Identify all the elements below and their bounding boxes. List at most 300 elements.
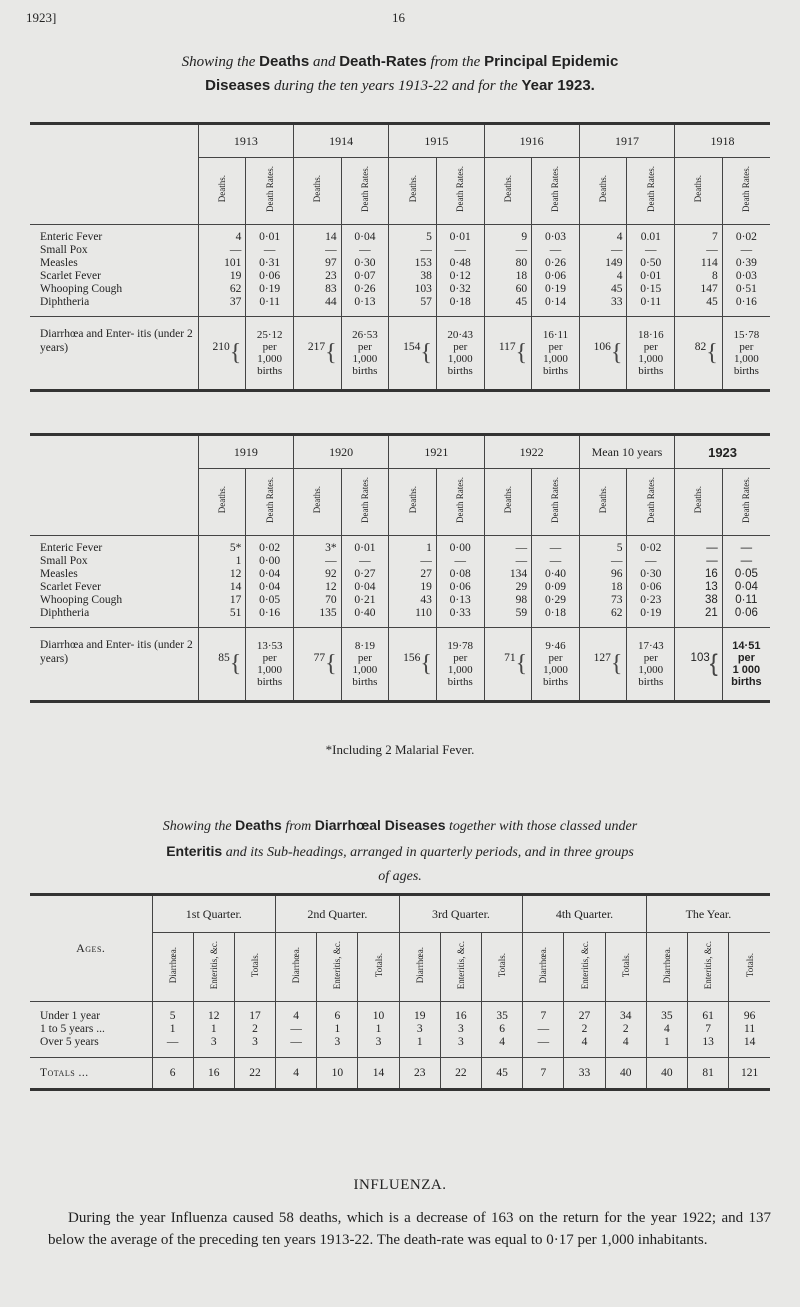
data-cell: 19 [389,581,437,594]
data-cell: 0·00 [246,555,294,568]
diarrhoea-rate [722,317,770,391]
data-cell: 3 [358,1036,399,1049]
rate-births: births [638,365,664,377]
data-cell: 3* [293,542,341,555]
disease-row [30,594,770,607]
total-cell: 40 [605,1058,646,1090]
data-cell: 0·07 [341,270,389,283]
rate-value: 19·78 [447,640,474,652]
diarrhoea-rate [246,317,294,391]
total-cell: 14 [358,1058,399,1090]
data-cell: 14 [293,231,341,244]
corner-cell [30,469,198,536]
table1-title: Showing the Deaths and Death-Rates from the Principal Epidemic Diseases during the ten years 1913-22 and for the Year 1923. [181,53,619,94]
brace-icon: { [709,650,718,677]
data-cell: 0·18 [532,607,580,620]
subcol-header: Totals. [729,933,770,1002]
data-cell: 98 [484,594,532,607]
quarter-header-row [30,895,770,933]
data-cell: 35 [646,1010,687,1023]
diarrhoea-deaths: 127 { [579,628,627,702]
data-cell: 21 [675,607,723,620]
subcol-header: Diarrhœa. [523,933,564,1002]
subheader-row [30,469,770,536]
data-cell: 80 [484,257,532,270]
subcol-header: Enteritis, &c. [317,933,358,1002]
deaths-subheader: Deaths. [293,158,341,225]
data-cell: 0·19 [532,283,580,296]
brace-icon: { [610,651,623,677]
disease-row [30,607,770,620]
rates-subheader: Death Rates. [341,469,389,536]
data-cell: 3 [234,1036,275,1049]
data-cell: — [722,555,770,568]
rate-thousand: 1,000 [733,353,759,365]
rate-per: per [643,341,658,353]
data-cell: 0·13 [341,296,389,309]
diarrhoea-quarterly-table [30,893,770,1091]
data-cell: 59 [484,607,532,620]
deaths-subheader: Deaths. [675,469,723,536]
data-cell: — [532,555,580,568]
data-cell: 6 [482,1023,523,1036]
data-cell: 6 [317,1010,358,1023]
brace-icon: { [229,340,242,366]
data-cell: 0·00 [436,542,484,555]
subcol-header: Totals. [482,933,523,1002]
data-cell: 2 [564,1023,605,1036]
diarrhoea-deaths: 85 { [198,628,246,702]
data-cell: 110 [389,607,437,620]
data-cell: 101 [198,257,246,270]
data-cell: 0·23 [627,594,675,607]
data-cell: 0·40 [532,568,580,581]
data-cell: 134 [484,568,532,581]
data-cell: 4 [276,1010,317,1023]
subcol-header: Diarrhœa. [152,933,193,1002]
data-cell: 45 [484,296,532,309]
rate-thousand: 1,000 [257,664,283,676]
data-cell: 33 [579,296,627,309]
rate-births: births [638,676,664,688]
disease-row [30,296,770,309]
data-cell: 16 [440,1010,481,1023]
rates-subheader: Death Rates. [246,158,294,225]
diarrhoea-rate [722,628,770,702]
data-cell: 0·29 [532,594,580,607]
age-row [30,1010,770,1023]
data-cell: 70 [293,594,341,607]
data-cell: — [436,244,484,257]
data-cell: 0·32 [436,283,484,296]
data-cell: 3 [440,1036,481,1049]
data-cell: 38 [675,594,723,607]
diarrhoea-deaths: 154 { [389,317,437,391]
year-header: 1916 [484,124,579,158]
data-cell: 135 [293,607,341,620]
total-cell: 81 [687,1058,728,1090]
data-cell: 1 [317,1023,358,1036]
data-cell: — [579,555,627,568]
data-cell: 0·06 [532,270,580,283]
data-cell: 17 [198,594,246,607]
data-cell: 5* [198,542,246,555]
data-cell: 44 [293,296,341,309]
brace-icon: { [325,340,337,366]
page-number: 16 [392,10,405,25]
data-cell: 0·26 [532,257,580,270]
data-cell: 5 [389,231,437,244]
data-cell: 103 [389,283,437,296]
rate-births: births [447,676,473,688]
deaths-subheader: Deaths. [484,158,532,225]
disease-label: Scarlet Fever [40,270,101,282]
deaths-subheader: Deaths. [579,158,627,225]
data-cell: 4 [198,231,246,244]
data-cell: 0·19 [246,283,294,296]
brace-icon: { [420,340,432,366]
total-cell: 23 [399,1058,440,1090]
data-cell: 0·09 [532,581,580,594]
data-cell: — [293,555,341,568]
data-cell: 0·06 [246,270,294,283]
disease-label: Measles [40,257,78,269]
diarrhoea-deaths: 77 { [293,628,341,702]
year-header: 1923 [675,435,770,469]
data-cell: 3 [317,1036,358,1049]
subcol-header: Enteritis, &c. [193,933,234,1002]
deaths-subheader: Deaths. [389,469,437,536]
total-cell: 40 [646,1058,687,1090]
data-cell: 4 [579,231,627,244]
data-cell: 0·05 [722,568,770,581]
data-cell: — [627,555,675,568]
disease-label: Enteric Fever [40,231,103,243]
data-cell: 0·13 [436,594,484,607]
data-cell: 13 [675,581,723,594]
totals-label: Totals ... [30,1058,152,1090]
data-cell: 0·14 [532,296,580,309]
subcol-header: Enteritis, &c. [687,933,728,1002]
data-cell: 0·01 [436,231,484,244]
data-cell: 17 [234,1010,275,1023]
data-cell: — [198,244,246,257]
rate-births: births [447,365,473,377]
data-cell: 0·05 [246,594,294,607]
data-cell: — [389,244,437,257]
total-cell: 45 [482,1058,523,1090]
year-header: 1914 [293,124,388,158]
diarrhoea-deaths: 103 { [675,628,723,702]
deaths-subheader: Deaths. [198,469,246,536]
rates-subheader: Death Rates. [436,469,484,536]
data-cell: — [523,1023,564,1036]
diarrhoea-rate [246,628,294,702]
data-cell: 0·27 [341,568,389,581]
data-cell: 7 [687,1023,728,1036]
disease-row [30,257,770,270]
data-cell: 14 [198,581,246,594]
total-cell: 121 [729,1058,770,1090]
year-header: 1918 [675,124,770,158]
rate-thousand: 1,000 [352,664,378,676]
diarrhoea-rate [436,628,484,702]
data-cell: 149 [579,257,627,270]
deaths-subheader: Deaths. [675,158,723,225]
rate-per: per [262,652,277,664]
disease-row [30,244,770,257]
data-cell: — [627,244,675,257]
data-cell: 23 [293,270,341,283]
rate-per: per [262,341,277,353]
data-cell: 0·11 [722,594,770,607]
data-cell: — [293,244,341,257]
total-cell: 16 [193,1058,234,1090]
diarrhoea-deaths: 71 { [484,628,532,702]
data-cell: 1 [198,555,246,568]
data-cell: 10 [358,1010,399,1023]
rate-thousand: 1,000 [638,664,664,676]
rate-per: per [548,341,563,353]
rate-per: per [453,341,468,353]
data-cell: 62 [579,607,627,620]
data-cell: 0·33 [436,607,484,620]
disease-label: Measles [40,568,78,580]
data-cell: 14 [729,1036,770,1049]
data-cell: — [722,542,770,555]
rate-per: per [739,341,754,353]
rate-per: per [357,652,372,664]
data-cell: 19 [399,1010,440,1023]
data-cell: 0·03 [722,270,770,283]
data-cell: 96 [729,1010,770,1023]
epidemic-table-1919-1923 [30,433,770,703]
data-cell: 13 [687,1036,728,1049]
rate-births: births [542,365,569,377]
rate-value: 20·43 [447,329,474,341]
rate-value: 16·11 [542,329,569,341]
rate-value: 17·43 [637,640,664,652]
data-cell: 0·19 [627,607,675,620]
data-cell: 1 [646,1036,687,1049]
year-header: 1917 [579,124,674,158]
data-cell: — [246,244,294,257]
page-header [20,10,780,30]
subcol-header: Enteritis, &c. [564,933,605,1002]
brace-icon: { [325,651,337,677]
data-cell: 97 [293,257,341,270]
data-cell: — [675,555,723,568]
subcol-header: Diarrhœa. [276,933,317,1002]
corner-cell [30,124,198,158]
data-cell: — [532,542,580,555]
data-cell: 0·30 [341,257,389,270]
data-cell: 18 [579,581,627,594]
diarrhoea-rate [341,628,389,702]
data-cell: 61 [687,1010,728,1023]
data-cell: 0·26 [341,283,389,296]
diarrhoea-label: Diarrhœa and Enter- itis (under 2 years) [30,628,198,702]
header-year: 1923] [26,10,57,25]
data-cell: 0·02 [627,542,675,555]
data-cell: — [675,542,723,555]
rates-subheader: Death Rates. [627,469,675,536]
rate-value: 18·16 [637,329,664,341]
data-cell: 5 [152,1010,193,1023]
rate-thousand: 1 000 [732,664,761,676]
data-cell: 7 [523,1010,564,1023]
epidemic-table-1913-1918 [30,122,770,392]
rate-thousand: 1,000 [543,664,568,676]
data-cell: 153 [389,257,437,270]
rates-subheader: Death Rates. [532,158,580,225]
data-cell: 0·02 [246,542,294,555]
total-cell: 22 [440,1058,481,1090]
subcol-header: Diarrhœa. [646,933,687,1002]
rate-value: 9·46 [545,640,566,652]
diarrhoea-row [30,628,770,702]
quarter-header: 3rd Quarter. [399,895,523,933]
rate-thousand: 1,000 [447,664,473,676]
rate-per: per [357,341,372,353]
rate-value: 26·53 [352,329,378,341]
rates-subheader: Death Rates. [722,158,770,225]
data-cell: 0·04 [722,581,770,594]
data-cell: 11 [729,1023,770,1036]
diarrhoea-rate [627,317,675,391]
data-cell: 34 [605,1010,646,1023]
corner-cell [30,158,198,225]
data-cell: 0·11 [246,296,294,309]
disease-label: Small Pox [40,555,88,567]
data-cell: 0·21 [341,594,389,607]
data-cell: 51 [198,607,246,620]
year-header: Mean 10 years [579,435,674,469]
data-cell: — [484,555,532,568]
data-cell: — [276,1023,317,1036]
data-cell: 45 [675,296,723,309]
data-cell: 7 [675,231,723,244]
data-cell: — [722,244,770,257]
subcol-header: Totals. [234,933,275,1002]
disease-row [30,270,770,283]
influenza-paragraph: During the year Influenza caused 58 deaths, which is a decrease of 163 on the return for the year 1922; and 137 below the average of the preceding ten years 1913-22. The death-rate was equal to 0·17 per 1,000 inhabitants. [48,1210,771,1248]
total-cell: 33 [564,1058,605,1090]
data-cell: 0·12 [436,270,484,283]
data-cell: 1 [389,542,437,555]
age-row [30,1036,770,1049]
data-cell: 3 [399,1023,440,1036]
year-header: 1920 [293,435,388,469]
data-cell: 37 [198,296,246,309]
rate-births: births [257,365,283,377]
data-cell: 0·04 [341,231,389,244]
year-header: 1915 [389,124,484,158]
data-cell: 96 [579,568,627,581]
data-cell: 1 [193,1023,234,1036]
ages-header: Ages. [30,895,152,1002]
year-header-row [30,435,770,469]
data-cell: 0·15 [627,283,675,296]
data-cell: 5 [579,542,627,555]
data-cell: 60 [484,283,532,296]
rate-value: 25·12 [256,329,283,341]
diarrhoea-deaths: 210 { [198,317,246,391]
data-cell: 45 [579,283,627,296]
corner-cell [30,435,198,469]
data-cell: 0·01 [246,231,294,244]
diarrhoea-rate [532,628,580,702]
data-cell: 1 [399,1036,440,1049]
deaths-subheader: Deaths. [293,469,341,536]
disease-row [30,581,770,594]
diarrhoea-rate [627,628,675,702]
data-cell: 0·01 [341,542,389,555]
data-cell: 147 [675,283,723,296]
rates-subheader: Death Rates. [341,158,389,225]
data-cell: 0·51 [722,283,770,296]
quarter-header: 4th Quarter. [523,895,647,933]
diarrhoea-label: Diarrhœa and Enter- itis (under 2 years) [30,317,198,391]
brace-icon: { [515,340,528,366]
year-header-row [30,124,770,158]
data-cell: 12 [198,568,246,581]
year-header: 1921 [389,435,484,469]
quarter-header: The Year. [646,895,770,933]
data-cell: 1 [152,1023,193,1036]
year-header: 1913 [198,124,293,158]
total-cell: 4 [276,1058,317,1090]
diarrhoea-deaths: 217 { [293,317,341,391]
total-cell: 6 [152,1058,193,1090]
data-cell: 27 [389,568,437,581]
diarrhoea-rate [341,317,389,391]
data-cell: 0·02 [722,231,770,244]
data-cell: — [484,542,532,555]
rate-births: births [542,676,569,688]
rates-subheader: Death Rates. [722,469,770,536]
subcol-header: Totals. [605,933,646,1002]
rate-births: births [352,676,378,688]
data-cell: 0·16 [722,296,770,309]
deaths-subheader: Deaths. [484,469,532,536]
data-cell: — [484,244,532,257]
data-cell: 8 [675,270,723,283]
data-cell: — [532,244,580,257]
rates-subheader: Death Rates. [436,158,484,225]
disease-row [30,542,770,555]
disease-label: Diphtheria [40,607,90,619]
subheader-row [30,158,770,225]
quarter-header: 2nd Quarter. [276,895,400,933]
brace-icon: { [610,340,623,366]
disease-row [30,568,770,581]
subcol-header: Totals. [358,933,399,1002]
data-cell: 1 [358,1023,399,1036]
data-cell: 0·08 [436,568,484,581]
data-cell: 0·04 [246,581,294,594]
rates-subheader: Death Rates. [246,469,294,536]
data-cell: 0·50 [627,257,675,270]
data-cell: 19 [198,270,246,283]
disease-label: Whooping Cough [40,283,123,295]
data-cell: 73 [579,594,627,607]
data-cell: — [152,1036,193,1049]
data-cell: 12 [293,581,341,594]
data-cell: 2 [234,1023,275,1036]
data-cell: 0.01 [627,231,675,244]
disease-label: Small Pox [40,244,88,256]
